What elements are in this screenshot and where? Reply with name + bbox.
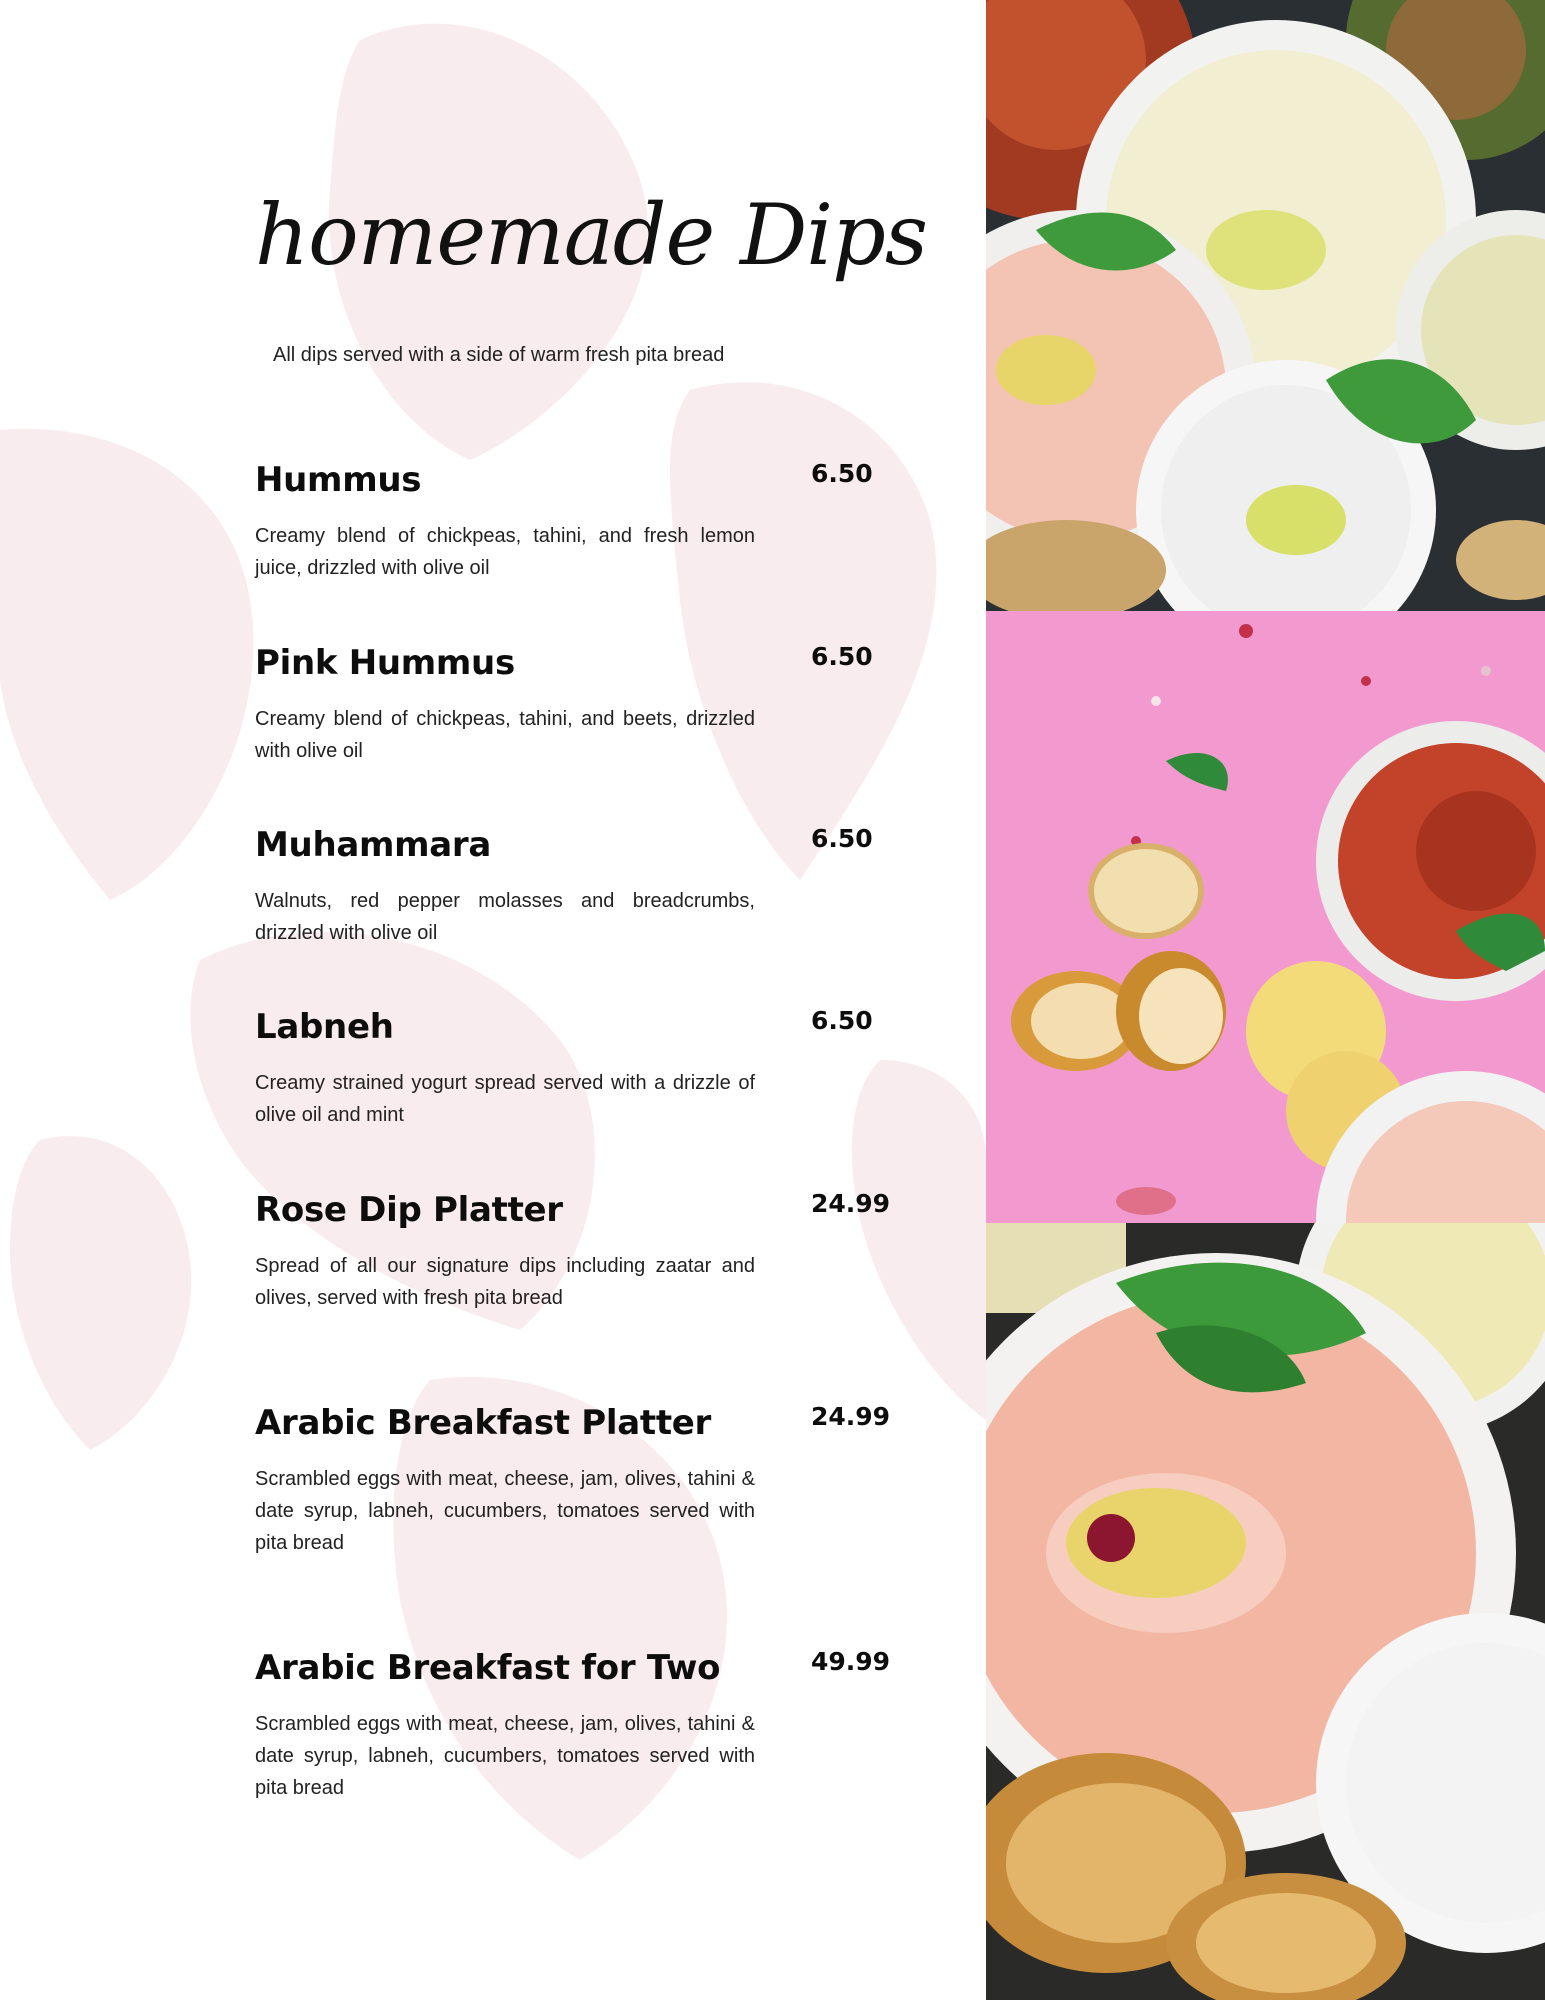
menu-subtitle: All dips served with a side of warm fresh pita bread [273,344,725,366]
item-name: Arabic Breakfast for Two [255,1648,721,1688]
photo-pink-bread [986,611,1545,1223]
item-name: Muhammara [255,825,491,865]
item-price: 6.50 [811,642,873,671]
photo-column [986,0,1545,2000]
item-name: Labneh [255,1007,394,1047]
item-name: Arabic Breakfast Platter [255,1403,712,1443]
item-price: 49.99 [811,1647,891,1676]
item-description: Scrambled eggs with meat, cheese, jam, olives, tahini & date syrup, labneh, cucumbers, tomatoes served with pita bread [255,1713,755,1799]
item-description: Walnuts, red pepper molasses and breadcrumbs, drizzled with olive oil [255,890,755,944]
item-description: Scrambled eggs with meat, cheese, jam, olives, tahini & date syrup, labneh, cucumbers, tomatoes served with pita bread [255,1468,755,1554]
item-description: Creamy blend of chickpeas, tahini, and fresh lemon juice, drizzled with olive oil [255,525,755,579]
item-description: Spread of all our signature dips including zaatar and olives, served with fresh pita bread [255,1255,755,1309]
item-price: 6.50 [811,1006,873,1035]
item-price: 24.99 [811,1189,891,1218]
photo-dips-overhead [986,0,1545,611]
item-description: Creamy blend of chickpeas, tahini, and beets, drizzled with olive oil [255,708,755,762]
item-price: 24.99 [811,1402,891,1431]
item-name: Pink Hummus [255,643,515,683]
photo-pink-hummus [986,1223,1545,2000]
item-name: Hummus [255,460,422,500]
item-name: Rose Dip Platter [255,1190,563,1230]
item-description: Creamy strained yogurt spread served with a drizzle of olive oil and mint [255,1072,755,1126]
item-price: 6.50 [811,824,873,853]
item-price: 6.50 [811,459,873,488]
menu-title: homemade Dips [255,186,928,284]
